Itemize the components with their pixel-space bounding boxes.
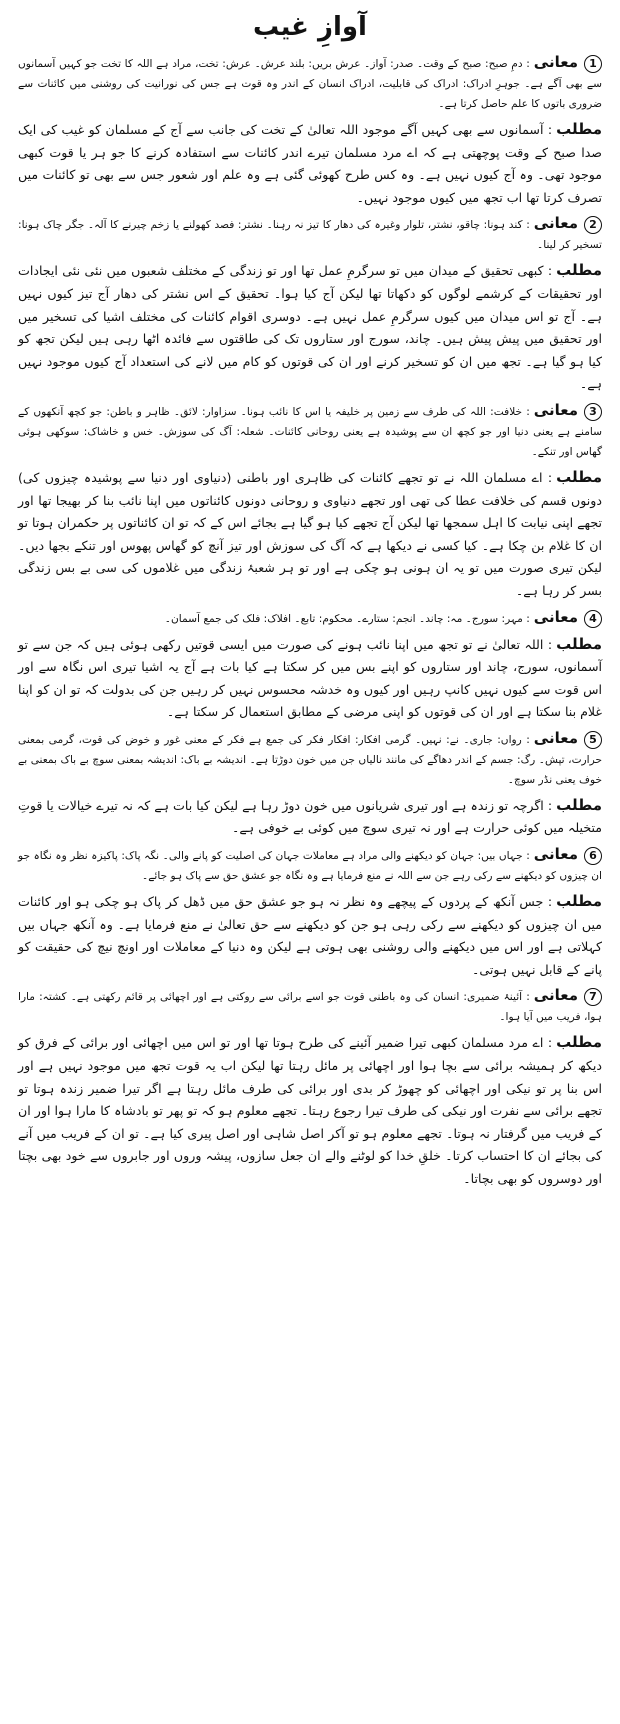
section-2-number: 2 xyxy=(584,216,602,234)
meaning-label: معانی xyxy=(533,214,578,233)
explanation-text: : اگرچہ تو زندہ ہے اور تیری شریانوں میں خون دوڑ رہا ہے لیکن کیا بات ہے کہ نہ تیرے خیالات یا قوتِ متخیلہ میں کوئی حرارت ہے اور نہ تیری سوچ میں کوئی بے خوفی ہے۔ xyxy=(18,797,602,836)
explanation-label: مطلب xyxy=(556,795,602,814)
explanation-text: : اے مسلمان اللہ نے تو تجھے کائنات کی ظاہری اور باطنی (دنیاوی اور دنیا سے پوشیدہ چیزوں کی) دونوں قسم کی خلافت عطا کی تھی اور تجھے دنیاوی و روحانی دونوں کائناتوں میں اپنا نائب بنا کر بھیجا تھا اور تجھے اپنی نیابت کا اہل سمجھا تھا لیکن آج تجھے کیا ہو گیا ہے بجائے اس کے کہ تو ان کائناتوں پر حکمران ہوتا تو ان کا غلام بن چکا ہے۔ کیا کسی نے دیکھا ہے کہ آگ کی سوزش اور تیز آنچ کو گھاس پھوس اور تنکے بجھا دیں۔ لیکن تیری صورت میں تو یہ ان ہونی ہو چکی ہے اور تو ہر شعبۂ زندگی میں غلاموں کی سی بے بس زندگی بسر کر رہا ہے۔ xyxy=(18,469,602,598)
explanation-label: مطلب xyxy=(556,634,602,653)
meaning-text: : آئینۂ ضمیری: انسان کی وہ باطنی قوت جو اسے برائی سے روکتی ہے اور اچھائی پر قائم رکھتی ہے۔ کشتہ: مارا ہوا، فریب میں آیا ہوا۔ xyxy=(18,991,602,1024)
meaning-label: معانی xyxy=(533,728,578,747)
section-1-meaning xyxy=(18,52,602,114)
explanation-label: مطلب xyxy=(556,261,602,280)
meaning-label: معانی xyxy=(533,986,578,1005)
section-6-number: 6 xyxy=(584,847,602,865)
section-1-explanation xyxy=(18,118,602,209)
section-3-number: 3 xyxy=(584,403,602,421)
section-4-meaning xyxy=(18,607,602,629)
section-7-meaning xyxy=(18,985,602,1027)
section-6-explanation xyxy=(18,890,602,981)
explanation-text: : کبھی تحقیق کے میدان میں تو سرگرمِ عمل تھا اور تو زندگی کے مختلف شعبوں میں نئی نئی ایجادات اور تحقیقات کے کرشمے لوگوں کو دکھاتا تھا لیکن آج کیا ہوا۔ تحقیق کے اس نشتر کی دھار آج تیز کیوں نہیں ہے۔ آج تو اس میدان میں کیوں سرگرمِ عمل نہیں ہے۔ دوسری اقوام کائنات کی مختلف اشیا کی تسخیر میں اور تحقیق میں پیش پیش ہیں۔ چاند، سورج اور ستاروں تک کی طاقتوں سے فائدہ اٹھا رہی ہیں لیکن تجھ کو کیا ہو گیا ہے۔ تجھ میں ان کو تسخیر کرنے اور ان کی قوتوں کو کام میں لانے کی استعداد آج کیوں موجود نہیں ہے۔ xyxy=(18,263,602,392)
meaning-text: : کند ہونا: چاقو، نشتر، تلوار وغیرہ کی دھار کا تیز نہ رہنا۔ نشتر: فصد کھولنے یا زخم چیرنے کا آلہ۔ جگر چاک ہونا: تسخیر کر لینا۔ xyxy=(18,219,602,252)
meaning-text: : رواں: جاری۔ نے: نہیں۔ گرمی افکار: افکار فکر کی جمع ہے فکر کے معنی غور و خوض کی قوت، گرمی بمعنی حرارت، تپش۔ رگ: جسم کے اندر دھاگے کی مانند نالیاں جن میں خون دوڑتا ہے۔ اندیشہ بے باک: اندیشہ بمعنی سوچ بے باک بمعنی بے خوف یعنی نڈر سوچ۔ xyxy=(18,733,602,786)
meaning-label: معانی xyxy=(533,845,578,864)
explanation-label: مطلب xyxy=(556,1033,602,1052)
explanation-text: : آسمانوں سے بھی کہیں آگے موجود اللہ تعالیٰ کے تخت کی جانب سے آج کے مسلمان کو غیب کی ایک صدا صبح کے وقت پوچھتی ہے کہ اے مرد مسلمان تیرے اندر کائنات سے استفادہ کرنے کا جو ہر یا قوت کبھی موجود تھی۔ وہ آج کیوں نہیں ہے۔ وہ کس طرح کھوئی گئی ہے وہ علم اور شعور جس سے بھی تو کائنات میں تصرف کرتا تھا اب تجھ میں کیوں موجود نہیں۔ xyxy=(18,122,602,205)
section-4-explanation xyxy=(18,633,602,724)
meaning-text: : دمِ صبح: صبح کے وقت۔ صدر: آواز۔ عرش بریں: بلند عرش۔ عرش: تخت، مراد ہے اللہ کا تخت جو کہیں آسمانوں سے بھی آگے ہے۔ جوہرِ ادراک: ادراک کی قابلیت، ادراک انسان کے اندر وہ قوت ہے جس کی نورانیت کی روشنی میں کائنات سے ضروری باتوں کا علم حاصل کرتا ہے۔ xyxy=(18,58,602,110)
explanation-text: : اے مرد مسلمان کبھی تیرا ضمیر آئینے کی طرح ہوتا تھا اور تو اس میں اچھائی اور برائی کے فرق کو دیکھ کر ہمیشہ برائی سے بچا ہوا اور اچھائی پر مائل رہتا تھا لیکن اب یہ قوت تجھ میں موجود نہیں ہے اور اس بنا پر تو نیکی اور اچھائی کو چھوڑ کر بدی اور برائی کی طرف مائل رہتا ہے اگر تیرا ضمیر زندہ ہوتا تو تجھے برائی سے نفرت اور نیکی کی طرف تیرا رجوع رہتا۔ تجھے معلوم ہو کہ تو پھر تو بادشاہ کا مارا ہوا اور ان کے فریب میں گرفتار نہ ہوتا۔ تجھے معلوم ہو تو آکر اصل شاہی اور اصل پیری کیا ہے۔ تو ان کے فریب میں آنے کی بجائے ان کا احتساب کرتا۔ خلقِ خدا کو لوٹنے والے ان جعل سازوں، پیشہ وروں اور جابروں سے خود بھی بچتا اور دوسروں کو بھی بچاتا۔ xyxy=(18,1035,602,1186)
section-5-explanation xyxy=(18,794,602,840)
section-1-number: 1 xyxy=(584,55,602,73)
meaning-label: معانی xyxy=(533,53,578,71)
explanation-text: : اللہ تعالیٰ نے تو تجھ میں اپنا نائب ہونے کی صورت میں ایسی قوتیں رکھی ہوئی ہیں کہ جن سے تو آسمانوں، سورج، چاند اور ستاروں کو اپنے بس میں کر سکتا ہے کیا بات ہے آج یہ اشیا تیری اس نگاہ سے اور اس قوت سے کیوں نہیں کانپ رہیں اور کیوں وہ خدشہ محسوس نہیں کر رہیں جن کی بدولت کہ تو ان کو اپنا غلام بنا سکتا ہے اور ان کی قوتوں کو اپنی مرضی کے مطابق استعمال کر سکتا ہے۔ xyxy=(18,636,602,720)
section-3-meaning xyxy=(18,400,602,462)
meaning-label: معانی xyxy=(533,607,578,626)
section-7-number: 7 xyxy=(584,988,602,1006)
section-3-explanation xyxy=(18,466,602,603)
explanation-label: مطلب xyxy=(556,892,602,911)
section-7-explanation xyxy=(18,1031,602,1190)
meaning-text: : جہاں بیں: جہان کو دیکھنے والی مراد ہے معاملات جہان کی اصلیت کو پانے والی۔ نگہ پاک: پاکیزہ نظر وہ نگاہ جو ان چیزوں کو دیکھنے سے رکی رہے جن سے اللہ نے منع فرمایا ہے وہ نگاہ جو عشق حق سے پاک ہو جائے۔ xyxy=(18,850,602,883)
page-title: آوازِ غیب xyxy=(253,12,367,42)
section-4-number: 4 xyxy=(584,610,602,628)
section-6-meaning xyxy=(18,844,602,886)
meaning-text: : مہر: سورج۔ مہ: چاند۔ انجم: ستارے۔ محکوم: تابع۔ افلاک: فلک کی جمع آسمان۔ xyxy=(164,612,530,625)
explanation-text: : جس آنکھ کے پردوں کے پیچھے وہ نظر نہ ہو جو عشق حق میں ڈھل کر پاک ہو چکی ہو اور کائنات میں ان چیزوں کو دیکھنے سے رکی رہی ہو جن کو دیکھنے سے حق تعالیٰ نے منع فرمایا ہے۔ وہ آنکھ جہاں بیں کہلاتی ہے اور اس میں دیکھنے والی روشنی بھی ہوتی ہے لیکن وہ دنیا کے معاملات اور اونچ نیچ کی حقیقت کو پانے کے قابل نہیں ہوتی۔ xyxy=(18,894,602,977)
explanation-label: مطلب xyxy=(556,120,602,138)
meaning-text: : خلافت: اللہ کی طرف سے زمین پر خلیفہ یا اس کا نائب ہونا۔ سزاوار: لائق۔ ظاہر و باطن: جو کچھ آنکھوں کے سامنے ہے یعنی دنیا اور جو کچھ ان سے پوشیدہ ہے یعنی روحانی کائنات۔ شعلہ: آگ کی سوزش۔ خس و خاشاک: سوکھی ہوئی گھاس اور تنکے۔ xyxy=(18,405,602,458)
section-5-number: 5 xyxy=(584,731,602,749)
explanation-label: مطلب xyxy=(556,467,602,486)
section-5-meaning xyxy=(18,728,602,790)
meaning-label: معانی xyxy=(533,400,578,419)
section-2-explanation xyxy=(18,259,602,396)
section-2-meaning xyxy=(18,213,602,255)
